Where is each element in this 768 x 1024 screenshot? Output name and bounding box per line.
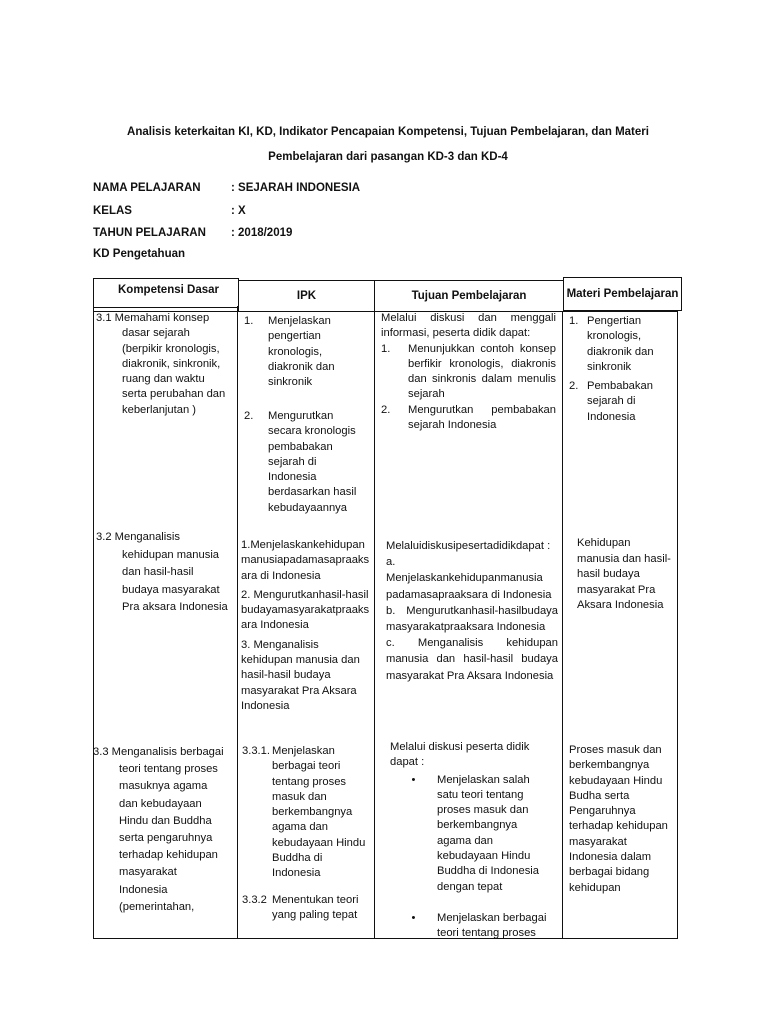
row3-ipk-item1: 3.3.1. Menjelaskan berbagai teori tentang proses masuk dan berkembangnya agama dan kebudayaan Hindu Buddha di Indonesia bbox=[242, 745, 366, 880]
row3-kompetensi-dasar: 3.3 Menganalisis berbagai teori tentang proses masuknya agama dan kebudayaan Hindu dan Buddha serta pengaruhnya terhadap kehidupan masyarakat Indonesia (pemerintahan, bbox=[93, 746, 224, 913]
info-value-tahun: : 2018/2019 bbox=[231, 227, 293, 239]
table-right-border bbox=[677, 311, 678, 939]
row1-materi: 1. Pengertian kronologis, diakronik dan sinkronik 2. Pembabakan sejarah di Indonesia bbox=[569, 315, 654, 423]
info-key-kelas: KELAS bbox=[93, 205, 132, 217]
header-materi-pembelajaran: Materi Pembelajaran bbox=[563, 277, 682, 311]
header-ipk: IPK bbox=[238, 280, 375, 312]
row1-kompetensi-dasar: 3.1 Memahami konsep dasar sejarah (berpikir kronologis, diakronik, sinkronik, ruang dan waktu serta perubahan dan keberlanjutan ) bbox=[96, 312, 226, 416]
row3-materi: Proses masuk dan berkembangnya kebudayaan Hindu Budha serta Pengaruhnya terhadap kehidupan masyarakat Indonesia dalam berbagai bidang kehidupan bbox=[569, 744, 668, 894]
row3-ipk-item2: 3.3.2 Menentukan teori yang paling tepat bbox=[242, 894, 359, 922]
row2-ipk: 1.Menjelaskankehidupanmanusiapadamasapraaksara di Indonesia 2. Mengurutkanhasil-hasilbudayamasyarakatpraaksara Indonesia 3. Menganalisis kehidupan manusia dan hasil-hasil budaya masyarakat Pra Aksara Indonesia bbox=[241, 539, 370, 712]
document-title-line1: Analisis keterkaitan KI, KD, Indikator Pencapaian Kompetensi, Tujuan Pembelajaran, dan Materi bbox=[127, 126, 649, 138]
row3-tujuan: Melalui diskusi peserta didik dapat : • Menjelaskan salah satu teori tentang proses masuk dan berkembangnya agama dan kebudayaan Hindu Buddha di Indonesia dengan tepat • Menjelaskan berbagai teori tentang proses bbox=[390, 741, 547, 940]
row1-ipk-item2: 2. Mengurutkan secara kronologis pembabakan sejarah di Indonesia berdasarkan hasil kebudayaannya bbox=[244, 410, 357, 514]
table-divider-2 bbox=[374, 311, 375, 939]
info-value-kelas: : X bbox=[231, 205, 246, 217]
info-key-mapel: NAMA PELAJARAN bbox=[93, 182, 201, 194]
table-bottom-border bbox=[93, 938, 678, 939]
row1-ipk-item1: 1. Menjelaskan pengertian kronologis, diakronik dan sinkronik bbox=[244, 315, 335, 389]
header-tujuan-pembelajaran: Tujuan Pembelajaran bbox=[374, 280, 564, 312]
info-key-tahun: TAHUN PELAJARAN bbox=[93, 227, 206, 239]
table-divider-1 bbox=[237, 306, 238, 939]
row2-kompetensi-dasar: 3.2 Menganalisis kehidupan manusia dan hasil-hasil budaya masyarakat Pra aksara Indonesia bbox=[96, 531, 228, 613]
header-kompetensi-dasar: Kompetensi Dasar bbox=[93, 278, 239, 308]
kd-label: KD Pengetahuan bbox=[93, 248, 186, 260]
row2-materi: Kehidupan manusia dan hasil-hasil budaya masyarakat Pra Aksara Indonesia bbox=[577, 537, 671, 612]
row1-tujuan: Melalui diskusi dan menggali informasi, peserta didik dapat: 1. Menunjukkan contoh konsep berfikir kronologis, diakronis dan sinkronis dalam menulis sejarah 2. Mengurutkan pembabakan sejarah Indonesia bbox=[381, 312, 556, 432]
document-title-line2: Pembelajaran dari pasangan KD-3 dan KD-4 bbox=[268, 151, 508, 163]
info-value-mapel: : SEJARAH INDONESIA bbox=[231, 182, 361, 194]
table-divider-3 bbox=[562, 311, 563, 939]
row2-tujuan: Melaluidiskusipesertadidikdapat : a. Menjelaskankehidupanmanusia padamasapraaksara di Indonesia b. Mengurutkanhasil-hasilbudayamasyarakatpraaksara Indonesia c. Menganalisis kehidupan manusia dan hasil-hasil budaya masyarakat Pra Aksara Indonesia bbox=[386, 540, 558, 682]
